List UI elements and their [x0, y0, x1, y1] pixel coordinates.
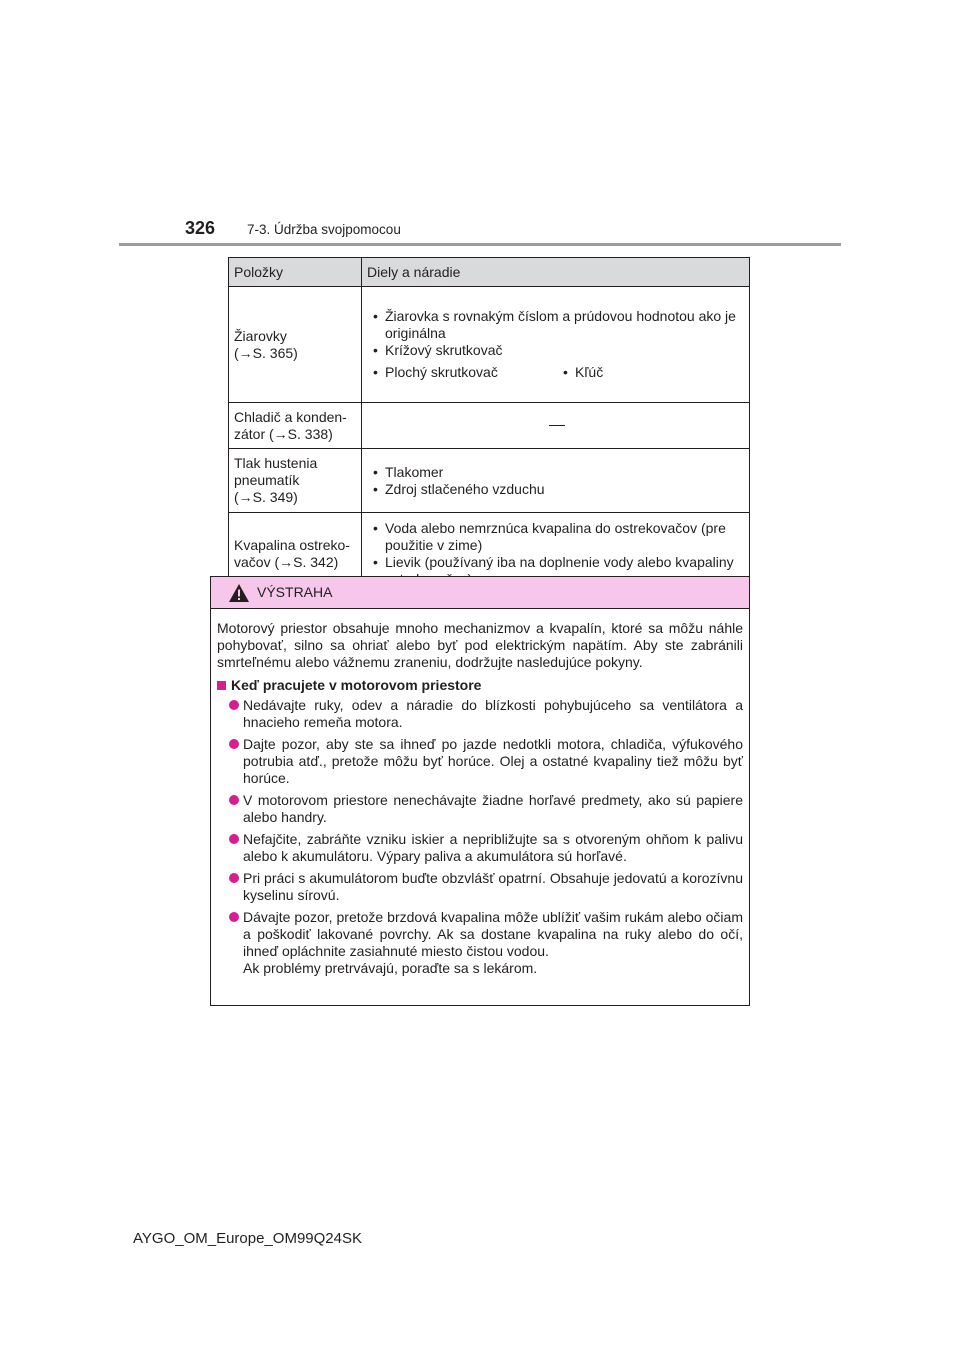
column-header-tools: Diely a náradie	[362, 258, 750, 287]
warning-subheading-text: Keď pracujete v motorovom priestore	[231, 677, 482, 693]
round-bullet-icon	[229, 700, 239, 710]
square-bullet-icon	[217, 681, 226, 690]
warning-point	[217, 736, 743, 787]
warning-point	[217, 831, 743, 865]
warning-intro: Motorový priestor obsahuje mnoho mechanizmov a kvapalín, ktoré sa môžu náhle pohybovať, silno sa ohriať alebo byť pod elektrickým napätím. Aby ste zabránili smrteľnému alebo vážnemu zraneniu, dodržujte nasledujúce pokyny.	[217, 620, 743, 670]
dash-placeholder	[549, 425, 565, 426]
table-header-row	[229, 258, 750, 287]
round-bullet-icon	[229, 873, 239, 883]
warning-point-text: V motorovom priestore nenechávajte žiadne horľavé predmety, ako sú papiere alebo handry.	[243, 792, 743, 825]
item-line: (→S. 365)	[234, 344, 298, 361]
warning-title: VÝSTRAHA	[257, 584, 333, 600]
round-bullet-icon	[229, 912, 239, 922]
item-line: Chladič a konden-	[234, 408, 347, 425]
warning-triangle-icon	[228, 583, 250, 603]
item-cell	[229, 449, 362, 513]
warning-point	[217, 792, 743, 826]
page-number: 326	[185, 218, 216, 238]
item-line: (→S. 349)	[234, 489, 298, 505]
column-header-items: Položky	[229, 258, 362, 287]
warning-point-text: Dajte pozor, aby ste sa ihneď po jazde nedotkli motora, chladiča, výfukového potrubia atď., pretože môžu byť horúce. Olej a ostatné kvapaliny tiež môžu byť horúce.	[243, 736, 743, 786]
section-title: 7-3. Údržba svojpomocou	[247, 222, 401, 237]
tools-cell	[362, 287, 750, 403]
warning-point	[217, 909, 743, 977]
tool-item: • Krížový skrutkovač	[368, 342, 745, 359]
warning-header	[211, 577, 749, 609]
round-bullet-icon	[229, 795, 239, 805]
tool-pair	[368, 364, 745, 381]
document-footer-code: AYGO_OM_Europe_OM99Q24SK	[133, 1230, 362, 1247]
warning-point	[217, 697, 743, 731]
warning-point-text: Nedávajte ruky, odev a náradie do blízkosti pohybujúceho sa ventilátora a hnacieho remeňa motora.	[243, 697, 743, 730]
warning-subheading	[217, 677, 743, 694]
table-row	[229, 287, 750, 403]
header-rule	[119, 243, 841, 246]
item-cell	[229, 287, 362, 403]
warning-body	[211, 609, 749, 977]
warning-point-followup: Ak problémy pretrvávajú, poraďte sa s lekárom.	[243, 960, 538, 976]
item-cell	[229, 403, 362, 449]
tools-cell	[362, 403, 750, 449]
item-line: zátor (→S. 338)	[234, 425, 333, 442]
tool-item: • Zdroj stlačeného vzduchu	[368, 481, 745, 498]
item-line: vačov (→S. 342)	[234, 553, 339, 570]
warning-point-text: Nefajčite, zabráňte vzniku iskier a nepribližujte sa s otvoreným ohňom k palivu alebo k akumulátoru. Výpary paliva a akumulátora sú horľavé.	[243, 831, 743, 864]
parts-tools-table	[228, 257, 750, 595]
item-line: Žiarovky	[234, 327, 287, 344]
tool-item: • Voda alebo nemrznúca kvapalina do ostrekovačov (pre použitie v zime)	[368, 520, 745, 554]
tool-item: • Lievik (používaný iba na doplnenie vody alebo kvapaliny	[368, 554, 745, 588]
table-row	[229, 403, 750, 449]
round-bullet-icon	[229, 739, 239, 749]
tools-cell	[362, 449, 750, 513]
item-line: Tlak hustenia	[234, 455, 318, 471]
item-line: pneumatík	[234, 472, 300, 488]
table-row	[229, 449, 750, 513]
tool-item: • Tlakomer	[368, 464, 745, 481]
tool-item: • Plochý skrutkovač	[368, 364, 558, 381]
item-line: Kvapalina ostreko-	[234, 536, 350, 553]
warning-point-text: Dávajte pozor, pretože brzdová kvapalina môže ublížiť vašim rukám alebo očiam a poškodiť lakované povrchy. Ak sa dostane kvapalina na ruky alebo do očí, ihneď opláchnite zasiahnuté miesto čistou vodou.	[243, 909, 743, 959]
warning-box	[210, 576, 750, 1006]
tool-item: • Kľúč	[558, 364, 603, 381]
tool-item: • Žiarovka s rovnakým číslom a prúdovou hodnotou ako je originálna	[368, 308, 745, 342]
round-bullet-icon	[229, 834, 239, 844]
warning-point-text: Pri práci s akumulátorom buďte obzvlášť opatrní. Obsahuje jedovatú a korozívnu kyselinu sírovú.	[243, 870, 743, 903]
warning-point	[217, 870, 743, 904]
